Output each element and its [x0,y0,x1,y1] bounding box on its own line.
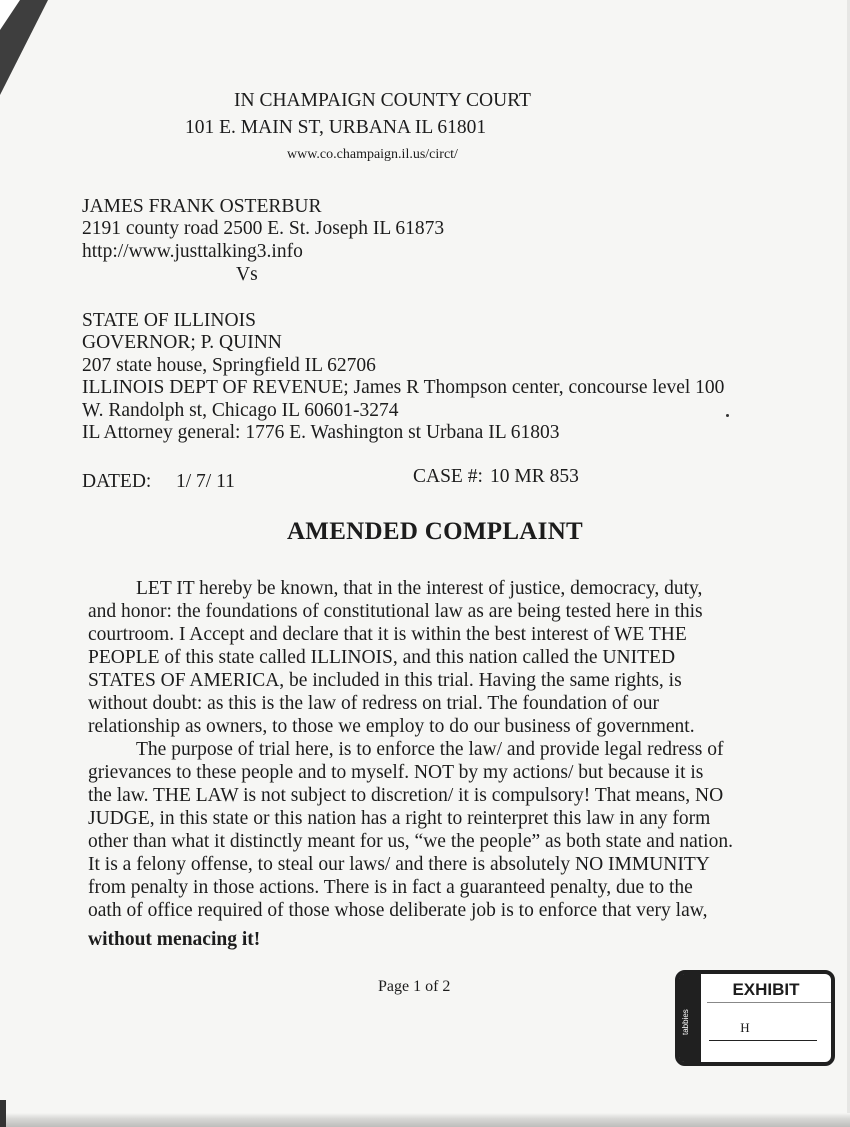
scan-speck [726,414,729,417]
versus-label: Vs [236,264,258,285]
defendant-line: GOVERNOR; P. QUINN [82,332,282,353]
body-line: and honor: the foundations of constitutional law as are being tested here in this [88,601,703,622]
case-label: CASE #: [413,466,483,487]
case-number: 10 MR 853 [490,466,579,487]
body-line: STATES OF AMERICA, be included in this trial. Having the same rights, is [88,670,682,691]
body-line: PEOPLE of this state called ILLINOIS, and this nation called the UNITED [88,647,676,668]
exhibit-sticker [675,970,835,1066]
exhibit-value: H [740,1020,750,1035]
body-line: the law. THE LAW is not subject to discretion/ it is compulsory! That means, NO [88,785,724,806]
body-line: relationship as owners, to those we employ to do our business of government. [88,716,695,737]
exhibit-divider [707,1002,831,1003]
body-line: from penalty in those actions. There is in fact a guaranteed penalty, due to the [88,877,693,898]
document-title: AMENDED COMPLAINT [286,518,584,545]
plaintiff-name: JAMES FRANK OSTERBUR [82,196,322,217]
body-line: JUDGE, in this state or this nation has a right to reinterpret this law in any form [88,808,711,829]
defendant-line: STATE OF ILLINOIS [82,310,256,331]
exhibit-signature-line [709,1040,817,1041]
dated-label: DATED: [82,471,152,492]
scan-bottom-edge [0,1113,850,1127]
plaintiff-address: 2191 county road 2500 E. St. Joseph IL 61873 [82,218,445,239]
dated-value: 1/ 7/ 11 [176,471,235,492]
page-number: Page 1 of 2 [378,978,451,995]
court-url: www.co.champaign.il.us/circt/ [287,147,458,162]
body-line: LET IT hereby be known, that in the interest of justice, democracy, duty, [136,578,703,599]
scan-binding-mark [0,1100,6,1127]
defendant-line: W. Randolph st, Chicago IL 60601-3274 [82,400,399,421]
plaintiff-website: http://www.justtalking3.info [82,241,303,262]
scan-corner-highlight [0,0,20,30]
body-line: other than what it distinctly meant for us, “we the people” as both state and nation. [88,831,733,852]
defendant-line: 207 state house, Springfield IL 62706 [82,355,376,376]
exhibit-brand-logo: tabbies [681,1009,690,1035]
court-name: IN CHAMPAIGN COUNTY COURT [234,90,531,111]
body-line: grievances to these people and to myself. NOT by my actions/ but because it is [88,762,704,783]
body-line: oath of office required of those whose deliberate job is to enforce that very law, [88,900,708,921]
body-line: It is a felony offense, to steal our laws/ and there is absolutely NO IMMUNITY [88,854,710,875]
body-line: The purpose of trial here, is to enforce the law/ and provide legal redress of [136,739,724,760]
defendant-line: IL Attorney general: 1776 E. Washington st Urbana IL 61803 [82,422,560,443]
defendant-line: ILLINOIS DEPT OF REVENUE; James R Thompson center, concourse level 100 [82,377,725,398]
body-line: without doubt: as this is the law of redress on trial. The foundation of our [88,693,660,714]
exhibit-sticker-strip [679,974,701,1062]
body-line-emphasis: without menacing it! [88,929,261,950]
court-address: 101 E. MAIN ST, URBANA IL 61801 [185,117,487,138]
exhibit-label: EXHIBIT [732,980,800,999]
body-line: courtroom. I Accept and declare that it is within the best interest of WE THE [88,624,687,645]
